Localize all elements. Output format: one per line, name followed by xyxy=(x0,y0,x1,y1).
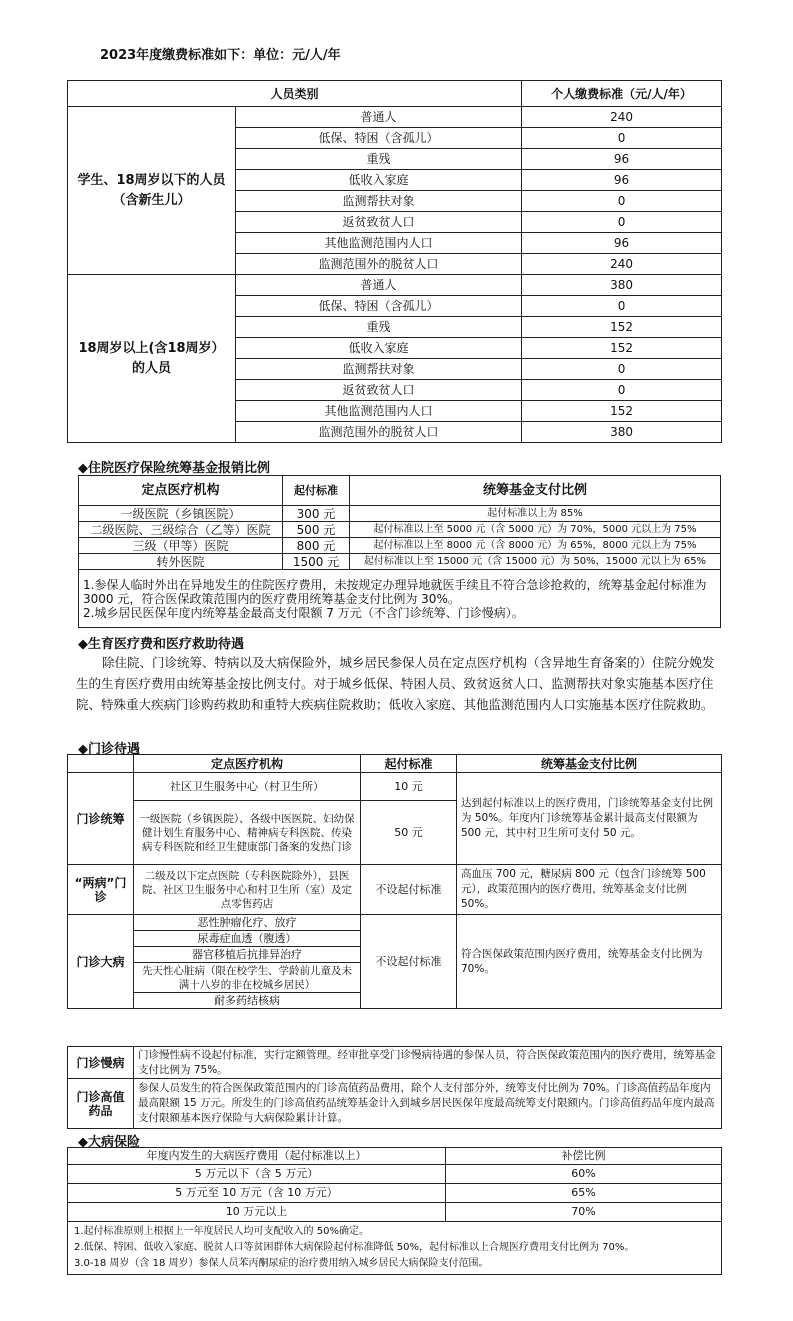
chronic-text: 门诊慢性病不设起付标准，实行定额管理。经审批享受门诊慢病待遇的参保人员，符合医保政策范围内的医疗费用，统筹基金支付比例为 75%。 xyxy=(134,1047,722,1079)
fee-cell: 0 xyxy=(522,212,722,233)
category-cell: 其他监测范围内人口 xyxy=(236,401,522,422)
header-cost-range: 年度内发生的大病医疗费用（起付标准以上） xyxy=(68,1148,446,1165)
page-heading: 2023年度缴费标准如下：单位：元/人/年 xyxy=(100,48,341,63)
category-cell: 重残 xyxy=(236,317,522,338)
rate-cell: 70% xyxy=(446,1203,722,1222)
inpatient-note-1: 1.参保人临时外出在异地发生的住院医疗费用，未按规定办理异地就医手续且不符合急诊抢救的，统筹基金起付标准为 3000 元，符合医保政策范围内的医疗费用统筹基金支付比例为 30%。 xyxy=(83,577,707,606)
range-cell: 5 万元至 10 万元（含 10 万元） xyxy=(68,1184,446,1203)
illness-item: 器官移植后抗排异治疗 xyxy=(134,947,361,963)
fee-cell: 152 xyxy=(522,317,722,338)
institution-cell: 转外医院 xyxy=(79,554,283,570)
category-cell: 监测范围外的脱贫人口 xyxy=(236,254,522,275)
section-title-inpatient: ◆住院医疗保险统筹基金报销比例 xyxy=(78,461,270,476)
rate-cell: 65% xyxy=(446,1184,722,1203)
critical-table xyxy=(67,1147,722,1275)
inpatient-table xyxy=(78,475,721,628)
institution-cell: 一级医院（乡镇医院）、各级中医医院、妇幼保健计划生育服务中心、精神病专科医院、传染病专科医院和经卫生健康部门备案的发热门诊 xyxy=(134,801,361,865)
illness-item: 尿毒症血透（腹透） xyxy=(134,931,361,947)
fee-cell: 152 xyxy=(522,401,722,422)
institution-cell: 三级（甲等）医院 xyxy=(79,538,283,554)
group-adults: 18周岁以上(含18周岁）的人员 xyxy=(68,275,236,443)
header-institution: 定点医疗机构 xyxy=(79,476,283,506)
range-cell: 10 万元以上 xyxy=(68,1203,446,1222)
institution-cell: 社区卫生服务中心（村卫生所） xyxy=(134,773,361,801)
rate-cell: 60% xyxy=(446,1165,722,1184)
category-cell: 重残 xyxy=(236,149,522,170)
ratio-cell: 起付标准以上至 15000 元（含 15000 元）为 50%，15000 元以上为 65% xyxy=(350,554,721,570)
contribution-table xyxy=(67,80,722,443)
fee-cell: 0 xyxy=(522,128,722,149)
group-minors: 学生、18周岁以下的人员（含新生儿） xyxy=(68,107,236,275)
range-cell: 5 万元以下（含 5 万元） xyxy=(68,1165,446,1184)
illness-item: 恶性肿瘤化疗、放疗 xyxy=(134,915,361,931)
header-ratio: 统筹基金支付比例 xyxy=(350,476,721,506)
institution-cell: 二级及以下定点医院（专科医院除外），县医院、社区卫生服务中心和村卫生所（室）及定点零售药店 xyxy=(134,865,361,915)
category-high-value-drugs: 门诊高值药品 xyxy=(68,1079,134,1129)
deductible-cell: 不设起付标准 xyxy=(361,865,457,915)
illness-item: 先天性心脏病（限在校学生、学龄前儿童及未满十八岁的非在校城乡居民） xyxy=(134,963,361,993)
maternity-paragraph: 除住院、门诊统筹、特病以及大病保险外，城乡居民参保人员在定点医疗机构（含异地生育备案的）住院分娩发生的生育医疗费用由统筹基金按比例支付。对于城乡低保、特困人员、致贫返贫人口、监测帮扶对象实施基本医疗住院、特殊重大疾病门诊购药救助和重特大疾病住院救助；低收入家庭、其他监测范围内人口实施基本医疗住院救助。 xyxy=(76,655,715,712)
fee-cell: 0 xyxy=(522,296,722,317)
category-chronic: 门诊慢病 xyxy=(68,1047,134,1079)
fee-cell: 96 xyxy=(522,233,722,254)
fee-cell: 96 xyxy=(522,149,722,170)
header-institution: 定点医疗机构 xyxy=(134,755,361,773)
deductible-cell: 50 元 xyxy=(361,801,457,865)
category-two-diseases: “两病”门诊 xyxy=(68,865,134,915)
section-title-outpatient: ◆门诊待遇 xyxy=(78,742,140,757)
deductible-cell: 10 元 xyxy=(361,773,457,801)
fee-cell: 240 xyxy=(522,107,722,128)
chronic-table xyxy=(67,1046,722,1129)
deductible-cell: 800 元 xyxy=(283,538,350,554)
category-cell: 低保、特困（含孤儿） xyxy=(236,296,522,317)
critical-notes xyxy=(68,1222,722,1275)
category-serious-illness: 门诊大病 xyxy=(68,915,134,1009)
ratio-cell: 起付标准以上至 8000 元（含 8000 元）为 65%，8000 元以上为 75% xyxy=(350,538,721,554)
critical-note-2: 2.低保、特困、低收入家庭、脱贫人口等贫困群体大病保险起付标准降低 50%，起付标准以上合规医疗费用支付比例为 70%。 xyxy=(74,1242,635,1253)
header-compensation: 补偿比例 xyxy=(446,1148,722,1165)
category-cell: 监测帮扶对象 xyxy=(236,191,522,212)
fee-cell: 96 xyxy=(522,170,722,191)
header-deductible: 起付标准 xyxy=(361,755,457,773)
high-value-drugs-text: 参保人员发生的符合医保政策范围内的门诊高值药品费用，除个人支付部分外，统筹支付比例为 70%。门诊高值药品年度内最高限额 15 万元。所发生的门诊高值药品统筹基金计入到城乡居民医保年度最高统筹支付限额内。门诊高值药品年度内最高支付限额基本医疗保险与大病保险累计计算。 xyxy=(134,1079,722,1129)
category-cell: 其他监测范围内人口 xyxy=(236,233,522,254)
ratio-cell: 起付标准以上为 85% xyxy=(350,506,721,522)
fee-cell: 0 xyxy=(522,359,722,380)
outpatient-table xyxy=(67,754,722,1009)
deductible-cell: 1500 元 xyxy=(283,554,350,570)
inpatient-note-2: 2.城乡居民医保年度内统筹基金最高支付限额 7 万元（不含门诊统筹、门诊慢病）。 xyxy=(83,605,524,620)
deductible-cell: 300 元 xyxy=(283,506,350,522)
category-cell: 低保、特困（含孤儿） xyxy=(236,128,522,149)
inpatient-notes xyxy=(79,570,721,628)
category-cell: 返贫致贫人口 xyxy=(236,212,522,233)
deductible-cell: 500 元 xyxy=(283,522,350,538)
institution-cell: 一级医院（乡镇医院） xyxy=(79,506,283,522)
category-cell: 低收入家庭 xyxy=(236,338,522,359)
category-cell: 低收入家庭 xyxy=(236,170,522,191)
deductible-cell: 不设起付标准 xyxy=(361,915,457,1009)
fee-cell: 0 xyxy=(522,380,722,401)
header-fee: 个人缴费标准（元/人/年） xyxy=(522,81,722,107)
fee-cell: 0 xyxy=(522,191,722,212)
category-cell: 普通人 xyxy=(236,275,522,296)
critical-note-1: 1.起付标准原则上根据上一年度居民人均可支配收入的 50%确定。 xyxy=(74,1226,369,1237)
ratio-cell: 高血压 700 元，糖尿病 800 元（包含门诊统筹 500 元），政策范围内的医疗费用，统筹基金支付比例 50%。 xyxy=(457,865,722,915)
fee-cell: 380 xyxy=(522,275,722,296)
header-category: 人员类别 xyxy=(68,81,522,107)
fee-cell: 240 xyxy=(522,254,722,275)
section-title-critical: ◆大病保险 xyxy=(78,1135,140,1150)
category-outpatient-pooling: 门诊统筹 xyxy=(68,773,134,865)
institution-cell: 二级医院、三级综合（乙等）医院 xyxy=(79,522,283,538)
category-cell: 普通人 xyxy=(236,107,522,128)
header-blank xyxy=(68,755,134,773)
category-cell: 返贫致贫人口 xyxy=(236,380,522,401)
category-cell: 监测范围外的脱贫人口 xyxy=(236,422,522,443)
section-title-maternity: ◆生育医疗费和医疗救助待遇 xyxy=(78,637,244,652)
header-ratio: 统筹基金支付比例 xyxy=(457,755,722,773)
fee-cell: 152 xyxy=(522,338,722,359)
ratio-cell: 起付标准以上至 5000 元（含 5000 元）为 70%，5000 元以上为 75% xyxy=(350,522,721,538)
fee-cell: 380 xyxy=(522,422,722,443)
ratio-cell: 符合医保政策范围内医疗费用，统筹基金支付比例为 70%。 xyxy=(457,915,722,1009)
ratio-cell: 达到起付标准以上的医疗费用，门诊统筹基金支付比例为 50%。年度内门诊统筹基金累计最高支付限额为 500 元，其中村卫生所可支付 50 元。 xyxy=(457,773,722,865)
category-cell: 监测帮扶对象 xyxy=(236,359,522,380)
critical-note-3: 3.0-18 周岁（含 18 周岁）参保人员苯丙酮尿症的治疗费用纳入城乡居民大病保险支付范围。 xyxy=(74,1258,489,1269)
illness-item: 耐多药结核病 xyxy=(134,993,361,1009)
header-deductible: 起付标准 xyxy=(283,476,350,506)
